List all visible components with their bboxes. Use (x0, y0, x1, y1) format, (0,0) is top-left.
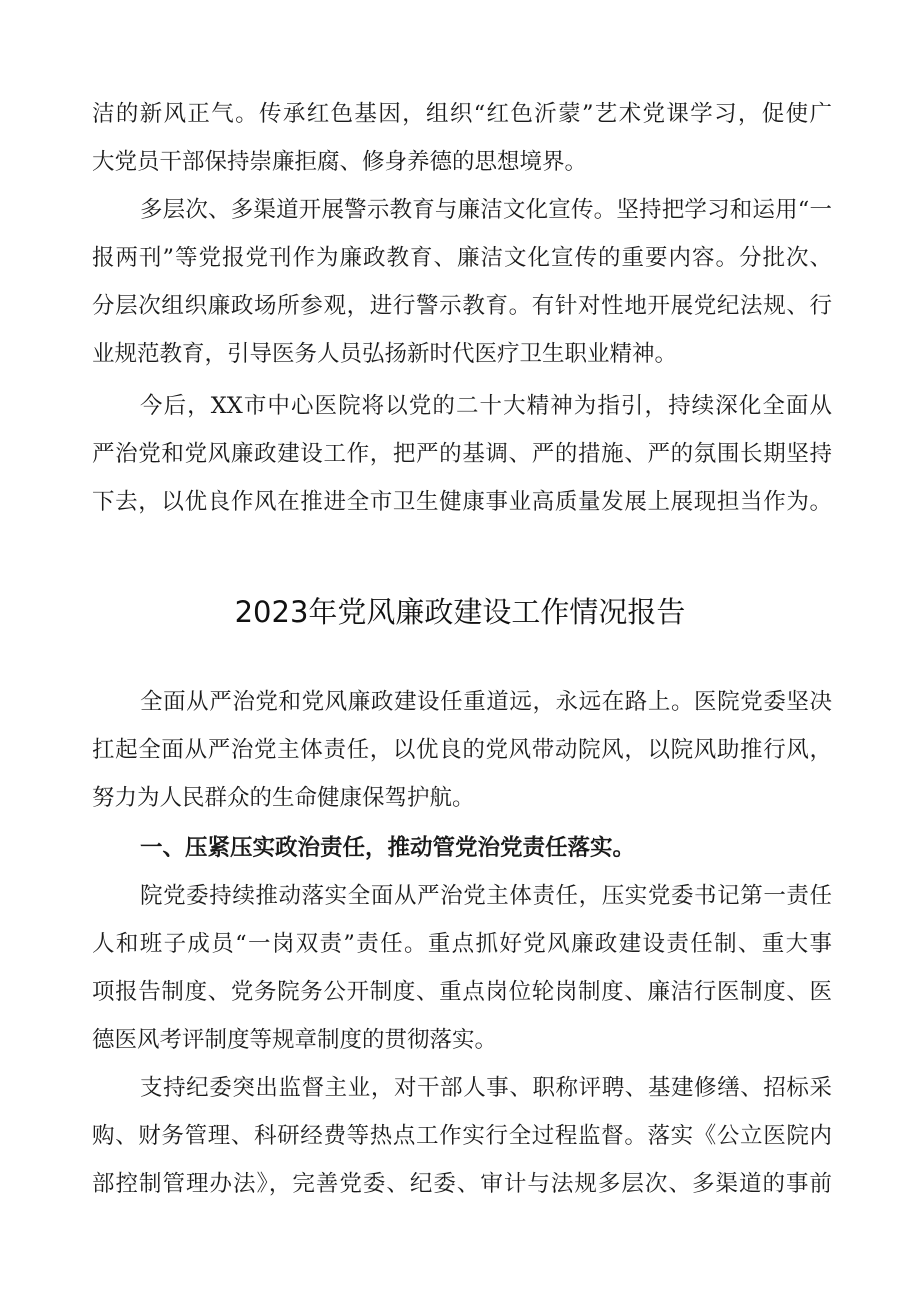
section-heading: 一、压紧压实政治责任，推动管党治党责任落实。 (140, 835, 636, 861)
paragraph-line: 多层次、多渠道开展警示教育与廉洁文化宣传。坚持把学习和运用“一 (140, 197, 832, 223)
paragraph-line: 购、财务管理、科研经费等热点工作实行全过程监督。落实《公立医院内 (92, 1123, 832, 1149)
paragraph-line: 德医风考评制度等规章制度的贯彻落实。 (92, 1027, 498, 1053)
paragraph-line: 扛起全面从严治党主体责任，以优良的党风带动院风，以院风助推行风， (92, 737, 832, 763)
paragraph-line: 支持纪委突出监督主业，对干部人事、职称评聘、基建修缮、招标采 (140, 1075, 832, 1101)
paragraph-line: 全面从严治党和党风廉政建设任重道远，永远在路上。医院党委坚决 (140, 689, 832, 715)
report-title: 2023年党风廉政建设工作情况报告 (234, 595, 686, 629)
paragraph-line: 项报告制度、党务院务公开制度、重点岗位轮岗制度、廉洁行医制度、医 (92, 979, 832, 1005)
paragraph-line: 院党委持续推动落实全面从严治党主体责任，压实党委书记第一责任 (140, 883, 832, 909)
paragraph-line: 分层次组织廉政场所参观，进行警示教育。有针对性地开展党纪法规、行 (92, 293, 832, 319)
paragraph-line: 部控制管理办法》，完善党委、纪委、审计与法规多层次、多渠道的事前 (92, 1171, 832, 1197)
paragraph-line: 报两刊”等党报党刊作为廉政教育、廉洁文化宣传的重要内容。分批次、 (92, 245, 832, 271)
paragraph-line: 下去，以优良作风在推进全市卫生健康事业高质量发展上展现担当作为。 (92, 489, 832, 515)
paragraph-line: 人和班子成员“一岗双责”责任。重点抓好党风廉政建设责任制、重大事 (92, 931, 832, 957)
paragraph-line: 严治党和党风廉政建设工作，把严的基调、严的措施、严的氛围长期坚持 (92, 441, 832, 467)
paragraph-line: 洁的新风正气。传承红色基因，组织“红色沂蒙”艺术党课学习，促使广 (92, 101, 832, 127)
paragraph-line: 业规范教育，引导医务人员弘扬新时代医疗卫生职业精神。 (92, 341, 678, 367)
paragraph-line: 努力为人民群众的生命健康保驾护航。 (92, 785, 475, 811)
paragraph-line: 今后，XX市中心医院将以党的二十大精神为指引，持续深化全面从 (140, 393, 832, 419)
paragraph-line: 大党员干部保持崇廉拒腐、修身养德的思想境界。 (92, 149, 588, 175)
